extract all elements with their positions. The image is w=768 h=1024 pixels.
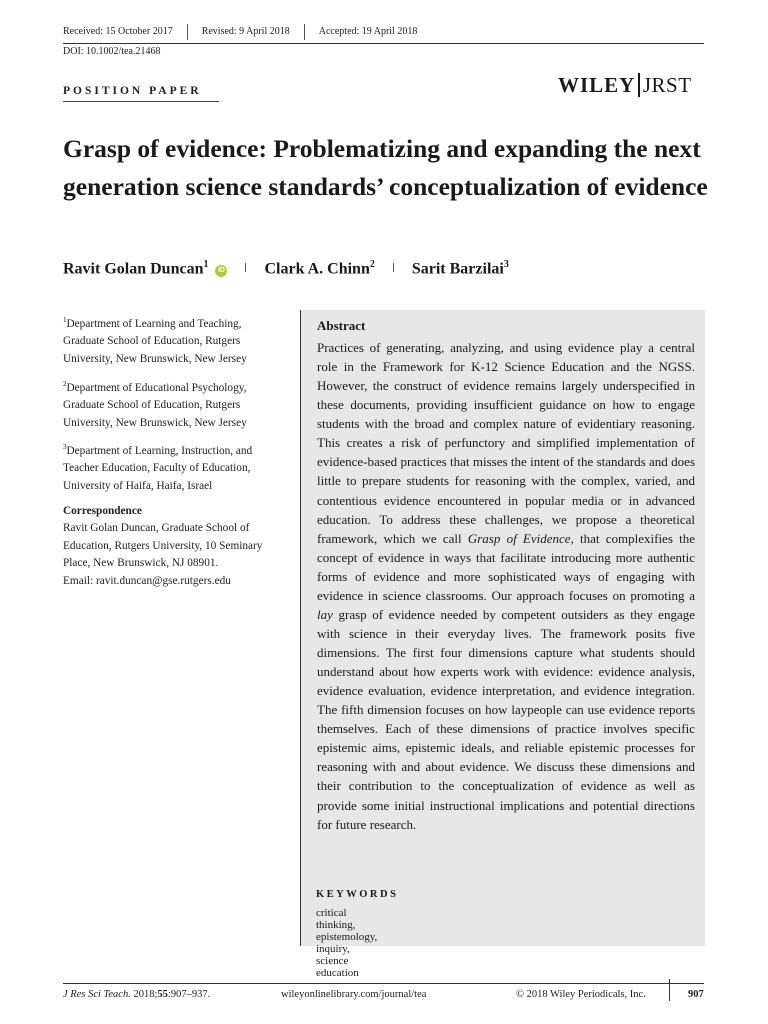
author-affiliation-mark: 1: [203, 259, 209, 270]
logo-divider: [638, 73, 640, 97]
affiliation: [63, 376, 283, 433]
abstract-emphasis: Grasp of Evidence: [467, 530, 571, 546]
accepted-date: Accepted: 19 April 2018: [318, 26, 418, 38]
affiliation-mark: 3: [63, 443, 67, 452]
paper-type: POSITION PAPER: [63, 85, 202, 97]
footer-rule: [63, 983, 704, 984]
author-name: Clark A. Chinn: [264, 260, 370, 278]
affiliation: [63, 312, 283, 369]
keywords-heading: KEYWORDS: [316, 889, 399, 900]
footer-divider: [669, 979, 670, 1001]
correspondence-address: Ravit Golan Duncan, Graduate School of Education, Rutgers University, 10 Seminary Place, New Brunswick, NJ 08901.: [63, 522, 263, 570]
author-divider: [245, 263, 246, 272]
page-number: 907: [688, 989, 704, 1000]
paper-type-rule: [63, 101, 219, 102]
affiliation-mark: 1: [63, 316, 67, 324]
abstract-segment: Practices of generating, analyzing, and using evidence play a central role in the Framework for K-12 Science Education and the NGSS. However, the construct of evidence remains largely underspecified in these documents, providing insufficient guidance on how to engage students with the broad and complex nature of evidentiary reasoning. This creates a risk of perfunctory and simplified implementation of evidence-based practices that misses the intent of the standards and does little to prepare students for reasoning with the complex, varied, and contentious evidence encountered in popular media or in advanced education. To address these challenges, we propose a theoretical framework, which we call: [317, 340, 695, 546]
author-name: Sarit Barzilai: [411, 260, 504, 278]
author-divider: [393, 263, 394, 272]
journal-url[interactable]: wileyonlinelibrary.com/journal/tea: [281, 989, 427, 1000]
author-affiliation-mark: 3: [503, 259, 509, 270]
author-affiliation-mark: 2: [369, 259, 375, 270]
affiliations-column: [63, 312, 283, 591]
affiliation-text: Department of Educational Psychology, Graduate School of Education, Rutgers University, New Brunswick, New Jersey: [63, 381, 247, 429]
citation-volume: 55: [157, 989, 168, 1000]
doi: DOI: 10.1002/tea.21468: [63, 46, 161, 57]
publication-dates: [63, 24, 417, 40]
abstract-emphasis: lay: [317, 606, 333, 622]
date-divider: [304, 24, 305, 40]
affiliation-mark: 2: [63, 379, 67, 388]
abstract-text: [317, 338, 695, 834]
journal-abbrev: J Res Sci Teach.: [63, 989, 131, 1000]
author-name: Ravit Golan Duncan: [63, 260, 204, 278]
received-date: Received: 15 October 2017: [63, 26, 173, 38]
copyright: © 2018 Wiley Periodicals, Inc.: [516, 989, 646, 1000]
correspondence-email[interactable]: Email: ravit.duncan@gse.rutgers.edu: [63, 575, 231, 588]
citation: [63, 989, 210, 1000]
article-title: Grasp of evidence: Problematizing and expanding the next generation science standards’ conceptualization of evidence: [63, 134, 708, 201]
publisher-logo-text: WILEY: [558, 73, 636, 97]
keywords-list: critical thinking, epistemology, inquiry, science education: [316, 907, 378, 979]
abstract-heading: Abstract: [317, 318, 366, 333]
orcid-icon[interactable]: iD: [215, 265, 227, 277]
affiliation: [63, 439, 283, 496]
author-list: [63, 259, 509, 278]
abstract-segment: , that complexifies the concept of evidence in ways that facilitate introducing more authentic forms of evidence and more sophisticated ways of engaging with evidence in science classrooms. Our approach focuses on promoting a: [317, 530, 695, 603]
header-rule: [63, 43, 704, 44]
journal-logo: [558, 73, 692, 98]
abstract-segment: grasp of evidence needed by competent outsiders as they engage with science in their everyday lives. The framework posits five dimensions. The first four dimensions capture what students should understand about how experts work with evidence: evidence analysis, evidence evaluation, evidence interpretation, and evidence integration. The fifth dimension focuses on how laypeople can use evidence reports themselves. Each of these dimensions of practice involves specific epistemic aims, epistemic ideals, and reliable epistemic processes for reasoning with and about evidence. We discuss these dimensions and their contribution to the conceptualization of evidence as well as provide some initial instructional implications and potential directions for future research.: [317, 606, 695, 832]
correspondence-heading: Correspondence: [63, 504, 142, 517]
citation-year: 2018;: [133, 989, 158, 1000]
journal-logo-text: JRST: [642, 73, 692, 97]
date-divider: [187, 24, 188, 40]
citation-pages: :907–937.: [167, 989, 211, 1000]
abstract-box: [300, 310, 705, 946]
affiliation-text: Department of Learning, Instruction, and Teacher Education, Faculty of Education, University of Haifa, Haifa, Israel: [63, 444, 253, 493]
revised-date: Revised: 9 April 2018: [201, 26, 290, 38]
affiliation-text: Department of Learning and Teaching, Graduate School of Education, Rutgers University, New Brunswick, New Jersey: [63, 317, 247, 365]
